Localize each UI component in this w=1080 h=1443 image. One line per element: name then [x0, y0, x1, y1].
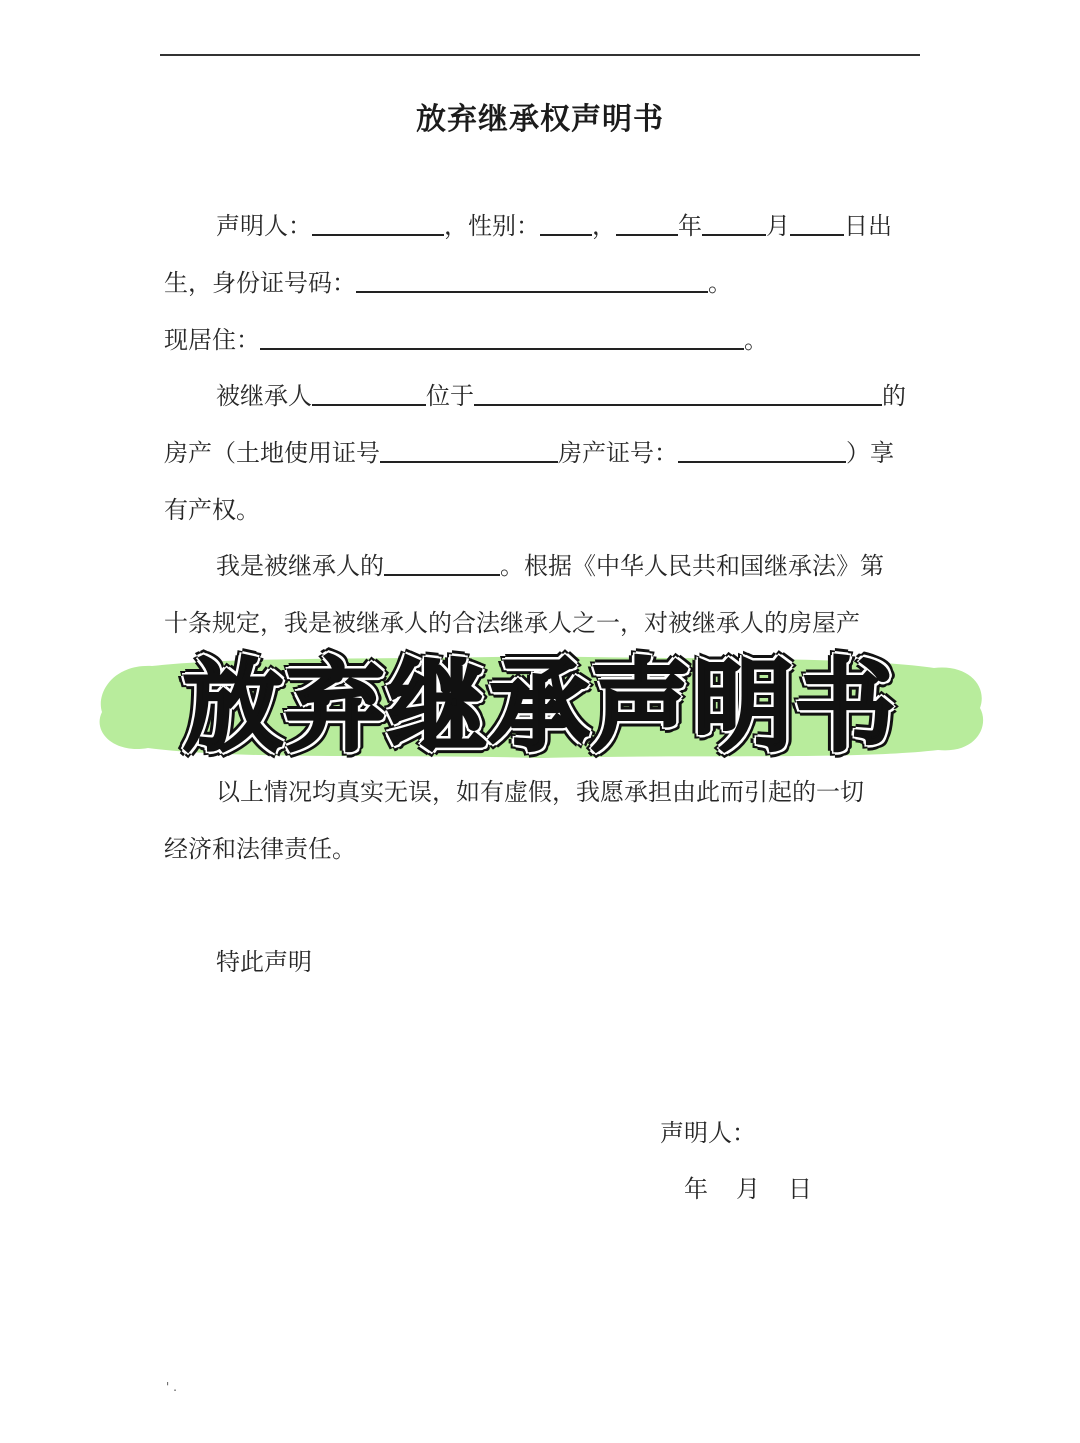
residence-blank[interactable]: [260, 326, 744, 350]
decedent-blank[interactable]: [312, 382, 426, 406]
document-title: 放弃继承权声明书: [416, 102, 664, 137]
top-rule: [160, 54, 920, 56]
legal-heir-line: 十条规定，我是被继承人的合法继承人之一，对被继承人的房屋产: [164, 609, 860, 637]
decedent-line: [216, 380, 906, 412]
comma: ，: [592, 212, 616, 240]
property-cert-line: [164, 437, 894, 469]
declarant-label: 声明人：: [216, 212, 312, 240]
id-number-label: 生，身份证号码：: [164, 269, 356, 297]
id-number-line: [164, 267, 732, 299]
date-day: 日: [788, 1175, 812, 1203]
property-cert-label: 房产证号：: [558, 439, 678, 467]
name-blank[interactable]: [312, 212, 444, 236]
birth-day-blank[interactable]: [790, 212, 844, 236]
relation-line: [216, 550, 884, 582]
signature-date: [684, 1173, 812, 1205]
birth-year-blank[interactable]: [616, 212, 678, 236]
relation-blank[interactable]: [384, 552, 500, 576]
residence-label: 现居住：: [164, 326, 260, 354]
land-cert-blank[interactable]: [380, 439, 558, 463]
period: 。: [708, 269, 732, 297]
date-month: 月: [736, 1175, 760, 1203]
decedent-label: 被继承人: [216, 382, 312, 410]
signer-label: 声明人：: [660, 1119, 756, 1147]
closing-statement: 特此声明: [216, 948, 312, 976]
gender-label: ，性别：: [444, 212, 540, 240]
id-number-blank[interactable]: [356, 269, 708, 293]
liability-line: 经济和法律责任。: [164, 835, 356, 863]
footer-marks: ' .: [166, 1380, 177, 1394]
ownership-line: 有产权。: [164, 496, 260, 524]
banner-text: 放弃继承声明书: [183, 648, 897, 765]
declarant-line: [216, 210, 892, 242]
of-label: 的: [882, 382, 906, 410]
title-banner: [92, 646, 988, 766]
month-label: 月: [766, 212, 790, 240]
residence-line: [164, 324, 768, 356]
year-label: 年: [678, 212, 702, 240]
day-born-label: 日出: [844, 212, 892, 240]
birth-month-blank[interactable]: [702, 212, 766, 236]
land-cert-label: 房产（土地使用证号: [164, 439, 380, 467]
located-label: 位于: [426, 382, 474, 410]
property-cert-blank[interactable]: [678, 439, 846, 463]
gender-blank[interactable]: [540, 212, 592, 236]
period: 。: [744, 326, 768, 354]
relation-label: 我是被继承人的: [216, 552, 384, 580]
date-year: 年: [684, 1175, 708, 1203]
truth-statement-line: 以上情况均真实无误，如有虚假，我愿承担由此而引起的一切: [216, 778, 864, 806]
property-location-blank[interactable]: [474, 382, 882, 406]
law-reference: 。根据《中华人民共和国继承法》第: [500, 552, 884, 580]
enjoy-label: ）享: [846, 439, 894, 467]
